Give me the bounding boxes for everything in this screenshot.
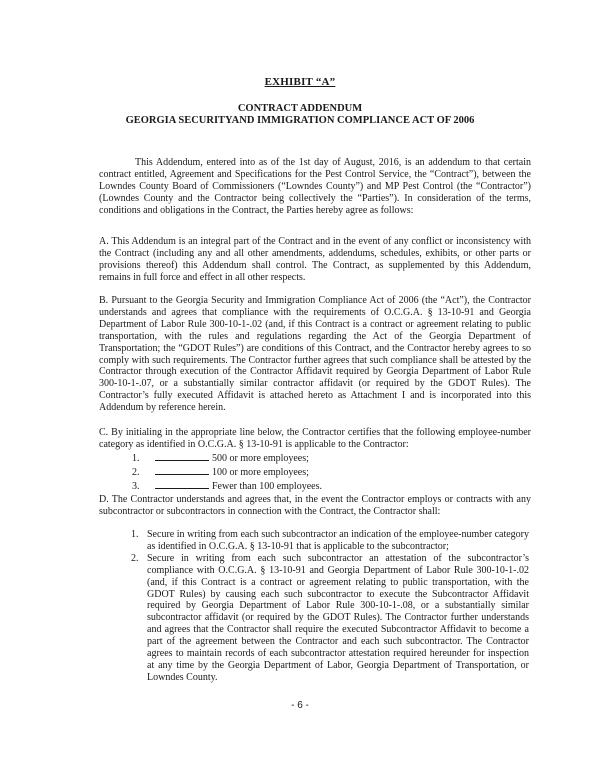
intro-paragraph: This Addendum, entered into as of the 1st day of August, 2016, is an addendum to that certain contract entitled, Agreement and Specifications for the Pest Control Service, the “Contract”), between the Lowndes County Board of Commissioners (“Lowndes County”) and MP Pest Control (the “Contractor”) (Lowndes County and the Contractor being collectively the “Parties”). In consideration of the terms, conditions and obligations in the Contract, the Parties hereby agree as follows:: [99, 157, 531, 216]
item-label: 500 or more employees;: [212, 453, 309, 464]
section-d: D. The Contractor understands and agrees that, in the event the Contractor employs or contracts with any subcontractor or subcontractors in connection with the Contract, the Contractor shall:: [99, 494, 531, 517]
addendum-title: CONTRACT ADDENDUM: [237, 103, 363, 114]
employee-category-item: [132, 479, 452, 493]
subcontractor-obligations-list: [131, 529, 529, 684]
item-text: Secure in writing from each such subcontractor an attestation of the subcontractor’s compliance with O.C.G.A. § 13-10-91 and Georgia Department of Labor Rule 300-10-1-.02 (and, if this Contract is a contract or agreement relating to public transportation, with the GDOT Rules) by causing each such subcontractor to execute the Subcontractor Affidavit required by Georgia Department of Labor Rule 300-10-1-.08, or a substantially similar subcontractor affidavit (or required by the GDOT Rules). The Contractor further understands and agrees that the Contractor shall require the executed Subcontractor Affidavit to become a part of the agreement between the Contractor and each such subcontractor. The Contractor agrees to maintain records of each subcontractor attestation required hereunder for inspection at any time by the Georgia Department of Labor, Georgia Department of Transportation, or Lowndes County.: [147, 552, 529, 683]
obligation-item: [131, 529, 529, 553]
employee-category-item: [132, 465, 452, 479]
item-number: 2.: [132, 466, 140, 478]
initial-line[interactable]: [155, 451, 209, 461]
addendum-heading: [0, 103, 600, 127]
initial-line[interactable]: [155, 479, 209, 489]
item-number: 1.: [132, 453, 140, 464]
obligation-item: [131, 553, 529, 684]
employee-category-item: [132, 451, 452, 465]
item-number: 1.: [131, 529, 139, 540]
item-label: Fewer than 100 employees.: [212, 480, 322, 492]
section-b: B. Pursuant to the Georgia Security and Immigration Compliance Act of 2006 (the “Act”), the Contractor understands and agrees that compliance with the requirements of O.C.G.A. § 13-10-91 and Georgia Department of Labor Rule 300-10-1-.02 (and, if this Contract is a contract or agreement relating to public transportation, with the rules and regulations regarding the Act of the Georgia Department of Transportation; the “GDOT Rules”) are conditions of this Contract, and the Contractor hereby agrees to so comply with such requirements. The Contractor further agrees that such compliance shall be attested by the Contractor through execution of the Contractor Affidavit required by Georgia Department of Labor Rule 300-10-1-.07, or a substantially similar contractor affidavit (or required by the GDOT Rules). The Contractor’s fully executed Affidavit is attached hereto as Attachment I and is incorporated into this Addendum by reference herein.: [99, 295, 531, 414]
initial-line[interactable]: [155, 465, 209, 475]
exhibit-title: EXHIBIT “A”: [264, 76, 336, 88]
item-label: 100 or more employees;: [212, 466, 309, 478]
act-title: GEORGIA SECURITYAND IMMIGRATION COMPLIANCE ACT OF 2006: [125, 115, 475, 126]
item-number: 2.: [131, 552, 139, 564]
section-a: A. This Addendum is an integral part of the Contract and in the event of any conflict or inconsistency with the Contract (including any and all other amendments, addendums, schedules, exhibits, or other parts or provisions thereof) this Addendum shall control. The Contract, as supplemented by this Addendum, remains in full force and effect in all other respects.: [99, 236, 531, 283]
employee-category-list: [132, 451, 452, 493]
item-text: Secure in writing from each such subcontractor an indication of the employee-number category as identified in O.C.G.A. § 13-10-91 that is applicable to the subcontractor;: [147, 529, 529, 552]
item-number: 3.: [132, 480, 140, 492]
section-c: C. By initialing in the appropriate line below, the Contractor certifies that the following employee-number category as identified in O.C.G.A. § 13-10-91 is applicable to the Contractor:: [99, 427, 531, 450]
page-number: - 6 -: [291, 700, 309, 711]
